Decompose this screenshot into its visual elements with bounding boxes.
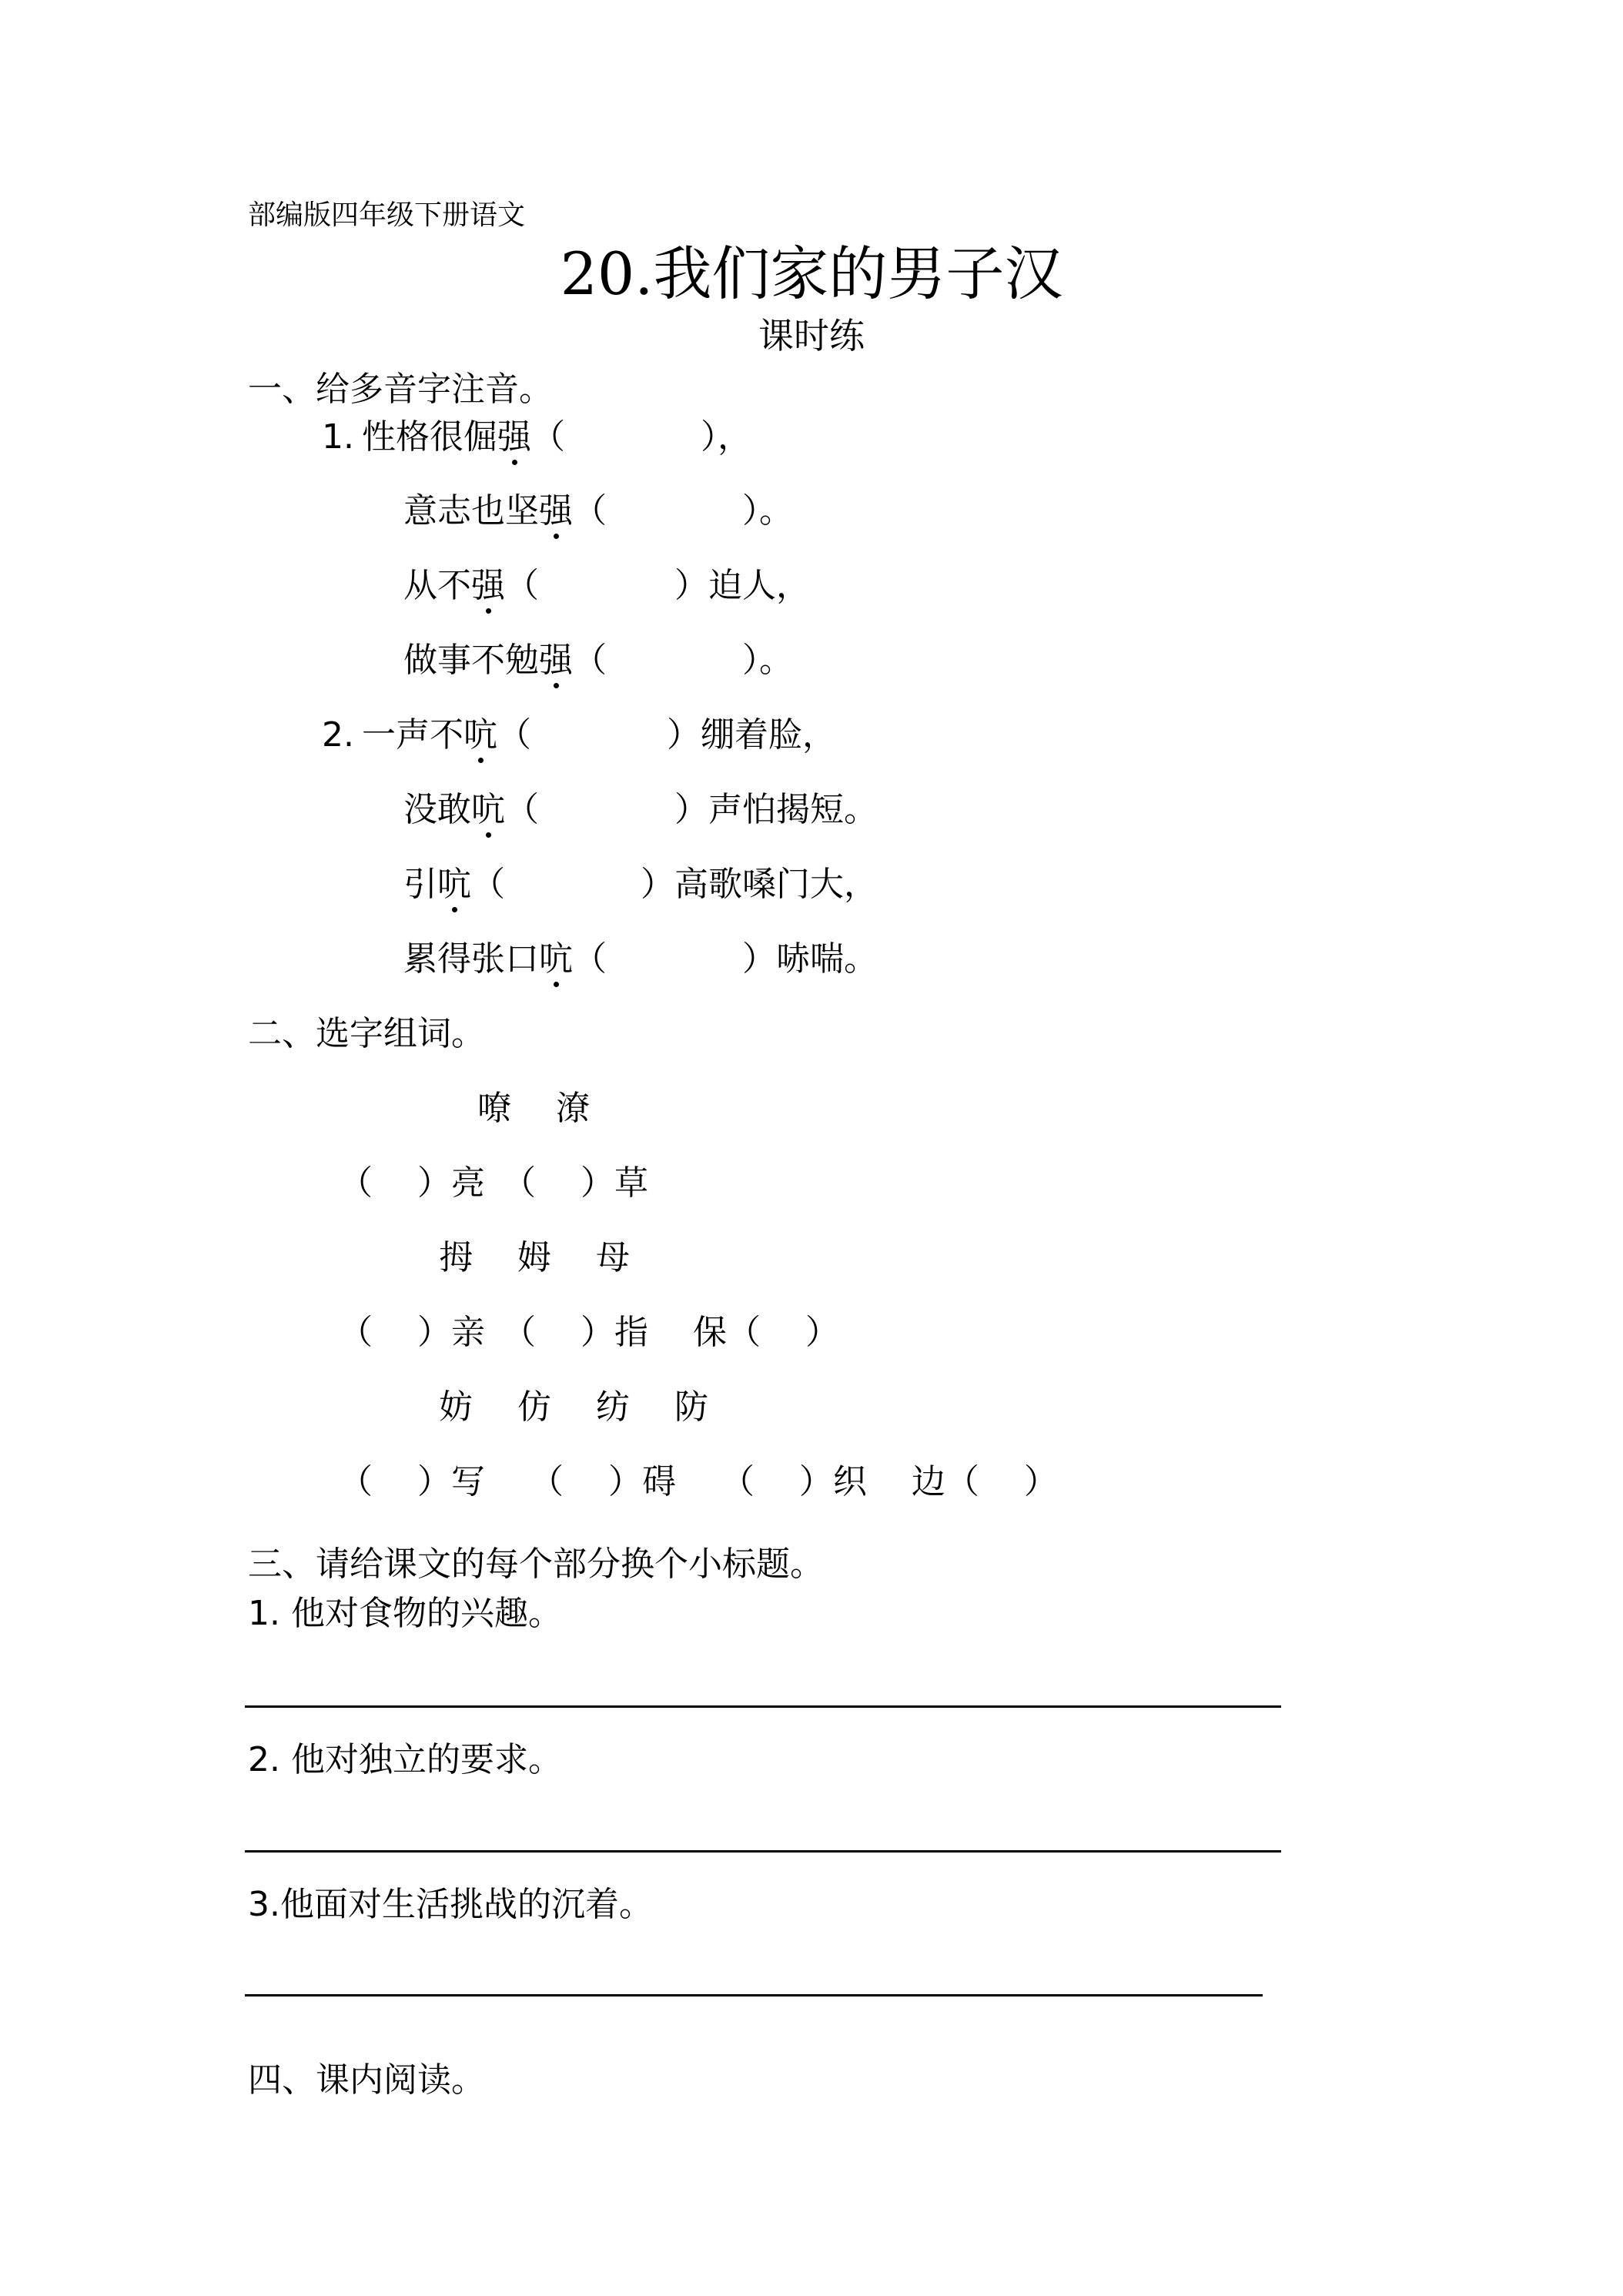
answer-line-2[interactable] [245,1850,1281,1853]
section-3-question-1: 1. 他对食物的兴趣。 [248,1594,562,1633]
page-title: 20.我们家的男子汉 [560,239,1063,308]
question-number: 1. [322,417,354,457]
answer-blank-text: （ ）绷着脸， [497,715,836,755]
question-1-line-1 [322,417,751,457]
emphasized-char: 吭 [463,715,497,755]
question-1-line-2 [403,491,793,530]
section-2-heading: 二、选字组词。 [248,1014,485,1053]
section-1-heading: 一、给多音字注音。 [248,370,553,409]
section-4-heading: 四、课内阅读。 [248,2060,485,2100]
answer-blank-text: （ ）。 [573,491,793,530]
answer-blank-text: （ ）迫人， [505,566,810,605]
text: 一声不 [361,715,463,755]
word-choice-blanks-3: （ ）写 （ ）碍 （ ）织 边（ ） [339,1462,1058,1501]
answer-blank-text: （ ）高歌嗓门大， [471,865,878,904]
text: 从不 [403,566,471,605]
answer-blank-text: （ ）。 [573,641,793,680]
word-choice-blanks-2: （ ）亲 （ ）指 保（ ） [339,1313,839,1352]
text: 引 [403,865,437,904]
document-header: 部编版四年级下册语文 [248,199,526,231]
section-3-question-2: 2. 他对独立的要求。 [248,1740,562,1779]
question-2-line-1 [322,715,836,755]
answer-blank-text: （ ）， [530,417,751,457]
question-1-line-4 [403,641,793,680]
question-2-line-4 [403,939,878,979]
section-3-question-3: 3.他面对生活挑战的沉着。 [248,1885,653,1924]
word-choice-blanks-1: （ ）亮 （ ）草 [339,1163,648,1203]
question-1-line-3 [403,566,810,605]
text: 累得张口 [403,939,539,979]
emphasized-char: 强 [539,491,573,530]
text: 没敢 [403,790,471,829]
answer-line-1[interactable] [245,1705,1281,1708]
page-subtitle: 课时练 [758,315,865,356]
word-choice-chars-2: 拇 姆 母 [439,1238,630,1277]
section-3-heading: 三、请给课文的每个部分换个小标题。 [248,1545,824,1584]
answer-blank-text: （ ）声怕揭短。 [505,790,878,829]
text: 做事不勉 [403,641,539,680]
emphasized-char: 吭 [539,939,573,979]
emphasized-char: 强 [471,566,505,605]
emphasized-char: 强 [539,641,573,680]
emphasized-char: 吭 [437,865,471,904]
emphasized-char: 强 [497,417,531,457]
question-2-line-2 [403,790,878,829]
text: 意志也坚 [403,491,539,530]
word-choice-chars-1: 嘹 潦 [477,1089,590,1128]
emphasized-char: 吭 [471,790,505,829]
answer-line-3[interactable] [245,1994,1263,1996]
answer-blank-text: （ ）哧喘。 [573,939,878,979]
question-number: 2. [322,715,354,755]
question-2-line-3 [403,865,878,904]
text: 性格很倔 [361,417,497,457]
word-choice-chars-3: 妨 仿 纺 防 [439,1387,708,1427]
